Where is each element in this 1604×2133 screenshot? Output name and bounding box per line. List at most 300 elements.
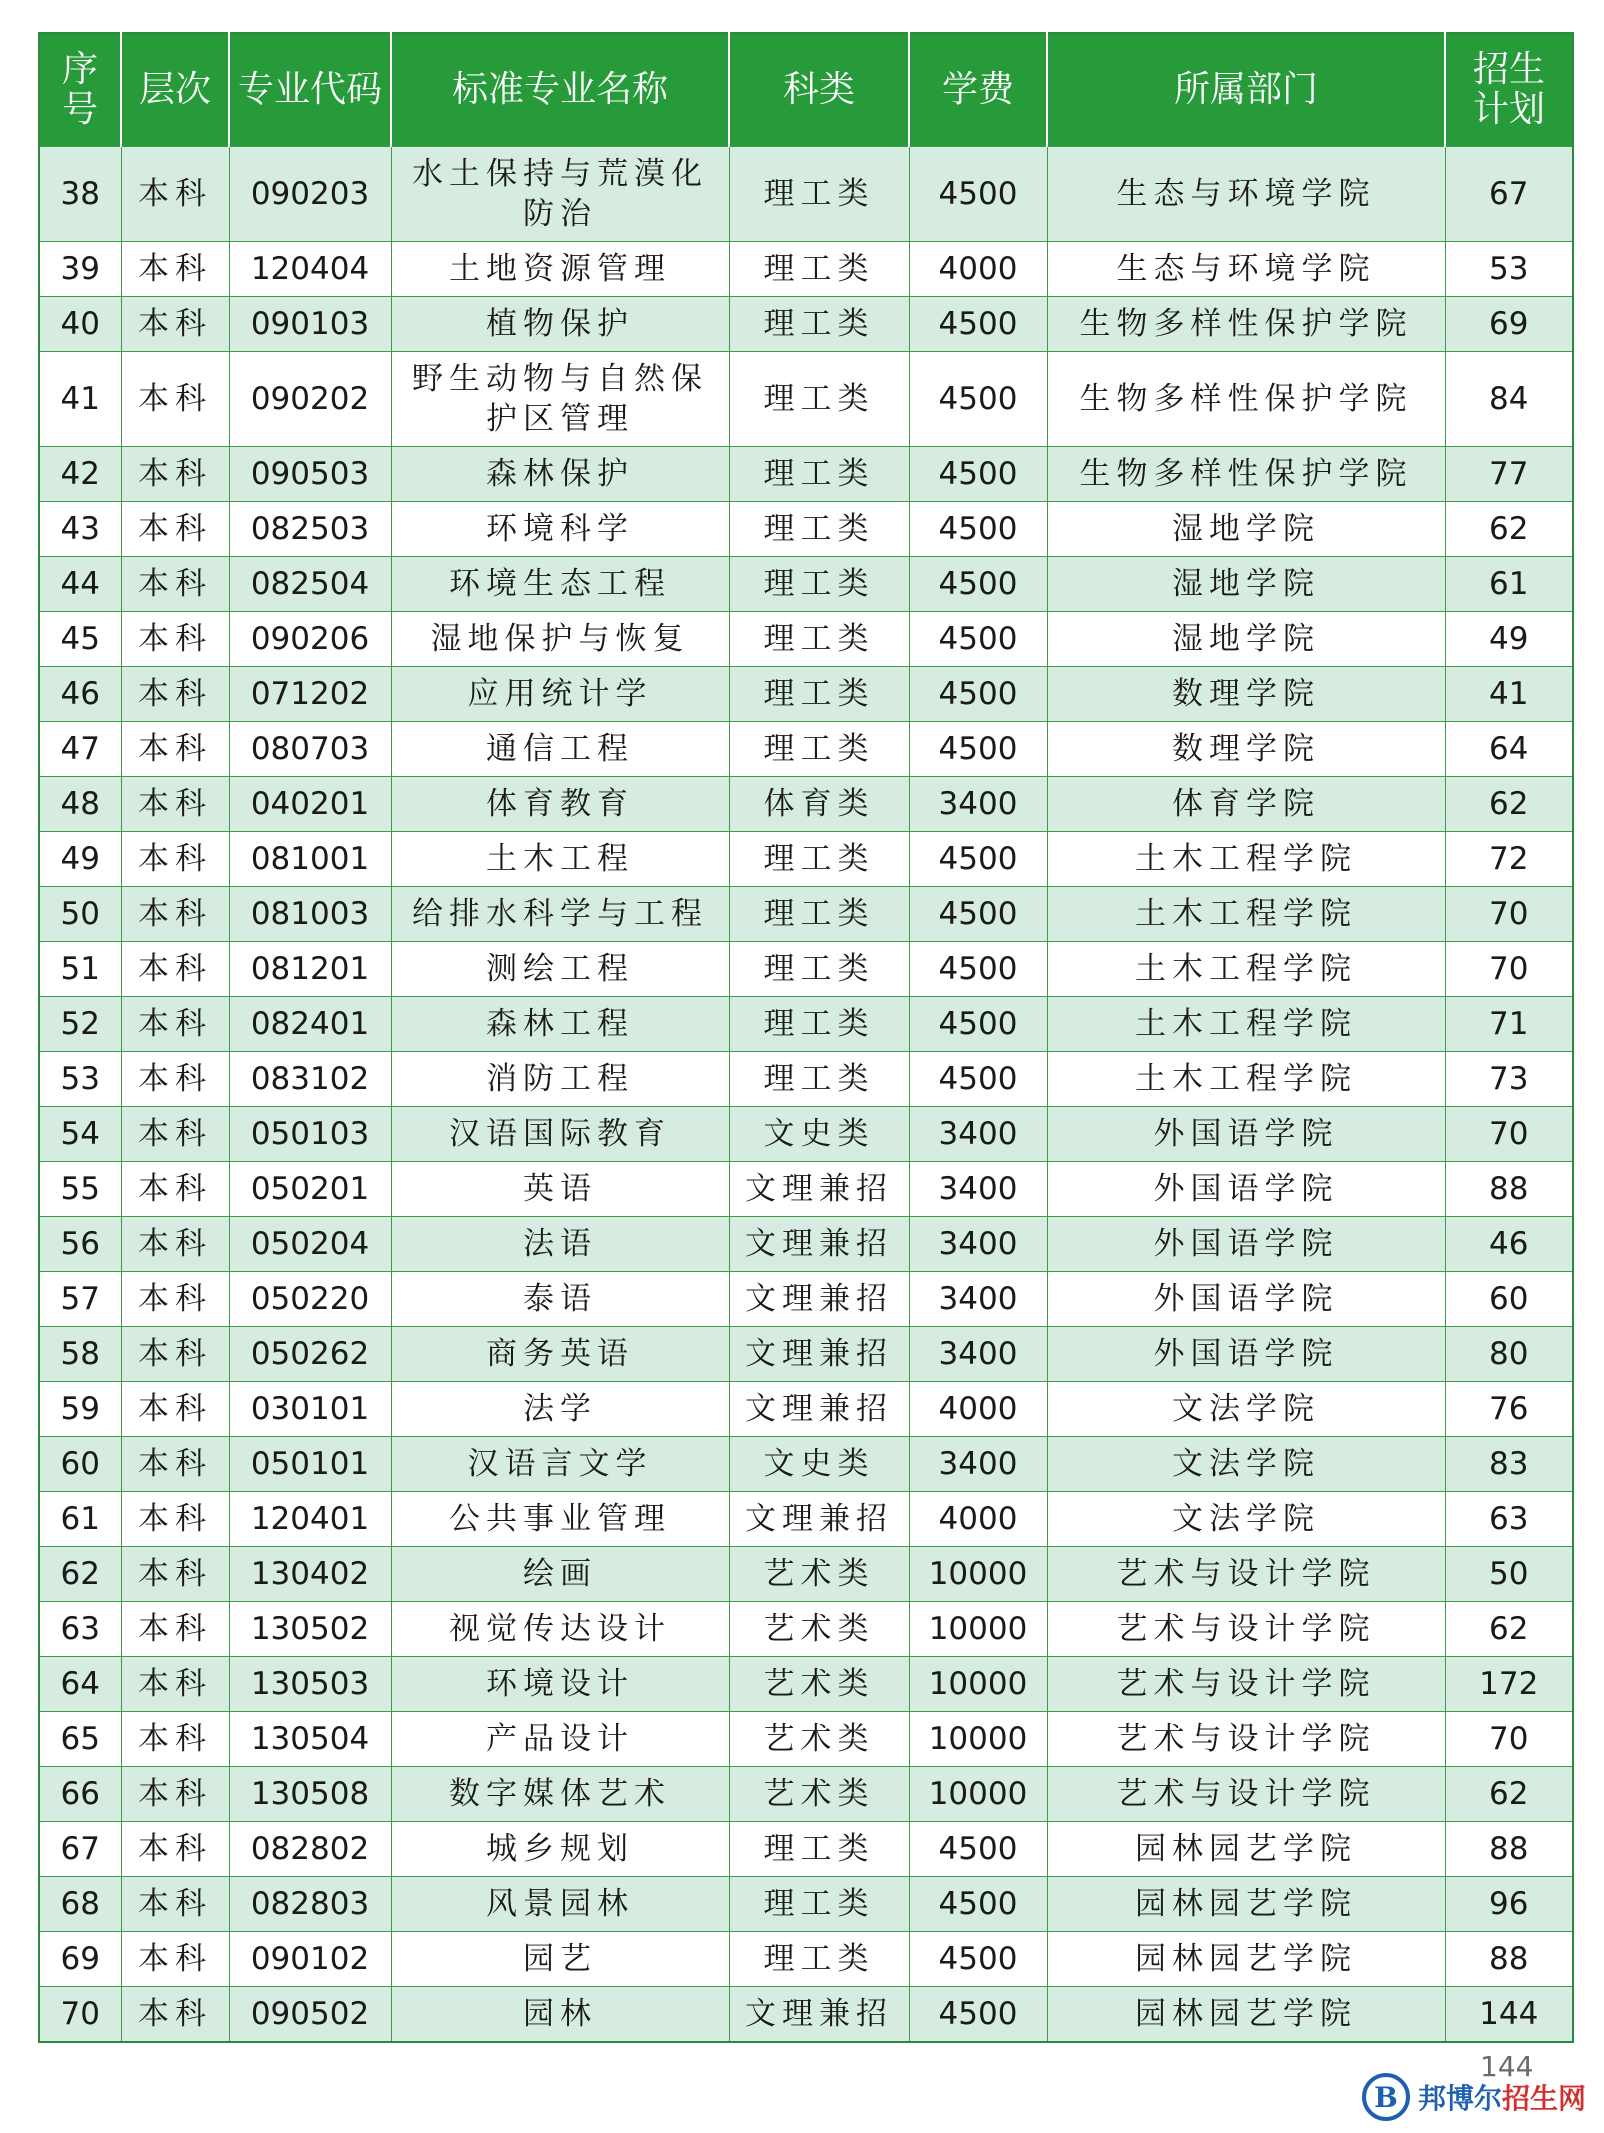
watermark-logo — [1362, 2069, 1586, 2125]
row-plan: 46 — [1445, 1217, 1573, 1272]
row-plan: 70 — [1445, 1107, 1573, 1162]
row-plan: 61 — [1445, 557, 1573, 612]
page-number: 144 — [1480, 2050, 1534, 2083]
row-level: 本科 — [121, 667, 229, 722]
row-name: 公共事业管理 — [391, 1492, 729, 1547]
row-name: 城乡规划 — [391, 1822, 729, 1877]
row-code: 082803 — [229, 1877, 391, 1932]
row-fee: 3400 — [909, 777, 1047, 832]
row-level: 本科 — [121, 242, 229, 297]
row-department: 外国语学院 — [1047, 1217, 1445, 1272]
row-category: 理工类 — [729, 147, 909, 242]
row-level: 本科 — [121, 502, 229, 557]
row-name: 应用统计学 — [391, 667, 729, 722]
row-category: 体育类 — [729, 777, 909, 832]
row-category: 理工类 — [729, 297, 909, 352]
row-plan: 60 — [1445, 1272, 1573, 1327]
row-category: 文理兼招 — [729, 1382, 909, 1437]
row-department: 土木工程学院 — [1047, 997, 1445, 1052]
row-no: 59 — [39, 1382, 121, 1437]
logo-text-b: 招生网 — [1501, 2082, 1586, 2115]
logo-b-icon: B — [1362, 2073, 1410, 2121]
row-fee: 4500 — [909, 557, 1047, 612]
table-row — [39, 777, 1573, 832]
row-no: 52 — [39, 997, 121, 1052]
row-plan: 67 — [1445, 147, 1573, 242]
row-plan: 84 — [1445, 352, 1573, 447]
row-category: 理工类 — [729, 1877, 909, 1932]
row-plan: 62 — [1445, 1767, 1573, 1822]
row-level: 本科 — [121, 1052, 229, 1107]
row-fee: 4500 — [909, 447, 1047, 502]
row-level: 本科 — [121, 1492, 229, 1547]
row-no: 40 — [39, 297, 121, 352]
enrollment-table — [38, 32, 1574, 2043]
row-no: 47 — [39, 722, 121, 777]
row-plan: 83 — [1445, 1437, 1573, 1492]
row-plan: 80 — [1445, 1327, 1573, 1382]
row-name: 园艺 — [391, 1932, 729, 1987]
row-name: 视觉传达设计 — [391, 1602, 729, 1657]
row-fee: 10000 — [909, 1602, 1047, 1657]
row-name: 测绘工程 — [391, 942, 729, 997]
row-plan: 71 — [1445, 997, 1573, 1052]
row-fee: 4500 — [909, 997, 1047, 1052]
row-fee: 4000 — [909, 242, 1047, 297]
row-category: 理工类 — [729, 997, 909, 1052]
row-category: 理工类 — [729, 942, 909, 997]
row-department: 生态与环境学院 — [1047, 147, 1445, 242]
row-category: 理工类 — [729, 447, 909, 502]
row-plan: 70 — [1445, 1712, 1573, 1767]
row-plan: 69 — [1445, 297, 1573, 352]
row-no: 63 — [39, 1602, 121, 1657]
row-department: 外国语学院 — [1047, 1162, 1445, 1217]
row-level: 本科 — [121, 1822, 229, 1877]
row-level: 本科 — [121, 1987, 229, 2043]
row-level: 本科 — [121, 997, 229, 1052]
row-level: 本科 — [121, 832, 229, 887]
table-row — [39, 147, 1573, 242]
row-department: 园林园艺学院 — [1047, 1877, 1445, 1932]
table-row — [39, 942, 1573, 997]
row-code: 050220 — [229, 1272, 391, 1327]
row-level: 本科 — [121, 557, 229, 612]
row-no: 68 — [39, 1877, 121, 1932]
row-fee: 3400 — [909, 1437, 1047, 1492]
table-row — [39, 1437, 1573, 1492]
row-name: 森林保护 — [391, 447, 729, 502]
row-level: 本科 — [121, 777, 229, 832]
table-row — [39, 722, 1573, 777]
row-plan: 62 — [1445, 777, 1573, 832]
table-row — [39, 612, 1573, 667]
row-name: 泰语 — [391, 1272, 729, 1327]
row-fee: 4500 — [909, 832, 1047, 887]
row-plan: 172 — [1445, 1657, 1573, 1712]
row-code: 090202 — [229, 352, 391, 447]
row-department: 湿地学院 — [1047, 557, 1445, 612]
row-category: 艺术类 — [729, 1602, 909, 1657]
row-name: 汉语言文学 — [391, 1437, 729, 1492]
row-code: 030101 — [229, 1382, 391, 1437]
row-code: 071202 — [229, 667, 391, 722]
row-code: 120404 — [229, 242, 391, 297]
row-department: 土木工程学院 — [1047, 832, 1445, 887]
table-row — [39, 502, 1573, 557]
row-no: 61 — [39, 1492, 121, 1547]
header-code: 专业代码 — [229, 33, 391, 147]
row-category: 文理兼招 — [729, 1987, 909, 2043]
row-no: 39 — [39, 242, 121, 297]
row-level: 本科 — [121, 887, 229, 942]
table-row — [39, 832, 1573, 887]
table-row — [39, 557, 1573, 612]
row-department: 体育学院 — [1047, 777, 1445, 832]
row-plan: 41 — [1445, 667, 1573, 722]
row-fee: 4500 — [909, 612, 1047, 667]
row-code: 082503 — [229, 502, 391, 557]
row-category: 艺术类 — [729, 1712, 909, 1767]
row-level: 本科 — [121, 147, 229, 242]
row-name: 通信工程 — [391, 722, 729, 777]
row-no: 62 — [39, 1547, 121, 1602]
row-plan: 77 — [1445, 447, 1573, 502]
row-name: 法语 — [391, 1217, 729, 1272]
row-code: 050101 — [229, 1437, 391, 1492]
table-row — [39, 1107, 1573, 1162]
row-no: 65 — [39, 1712, 121, 1767]
table-row — [39, 1382, 1573, 1437]
row-department: 湿地学院 — [1047, 502, 1445, 557]
row-department: 外国语学院 — [1047, 1327, 1445, 1382]
row-category: 文理兼招 — [729, 1162, 909, 1217]
row-code: 090102 — [229, 1932, 391, 1987]
row-name: 植物保护 — [391, 297, 729, 352]
row-category: 理工类 — [729, 722, 909, 777]
row-fee: 3400 — [909, 1272, 1047, 1327]
row-no: 58 — [39, 1327, 121, 1382]
table-row — [39, 1767, 1573, 1822]
row-level: 本科 — [121, 447, 229, 502]
table-row — [39, 297, 1573, 352]
header-fee: 学费 — [909, 33, 1047, 147]
row-category: 文理兼招 — [729, 1272, 909, 1327]
logo-text — [1418, 2077, 1586, 2117]
row-name: 商务英语 — [391, 1327, 729, 1382]
row-name: 产品设计 — [391, 1712, 729, 1767]
row-plan: 63 — [1445, 1492, 1573, 1547]
row-code: 090502 — [229, 1987, 391, 2043]
row-category: 艺术类 — [729, 1547, 909, 1602]
row-name: 土木工程 — [391, 832, 729, 887]
table-row — [39, 1162, 1573, 1217]
row-name: 土地资源管理 — [391, 242, 729, 297]
row-code: 130508 — [229, 1767, 391, 1822]
row-no: 70 — [39, 1987, 121, 2043]
row-plan: 73 — [1445, 1052, 1573, 1107]
row-name: 汉语国际教育 — [391, 1107, 729, 1162]
table-row — [39, 997, 1573, 1052]
table-row — [39, 1657, 1573, 1712]
row-no: 43 — [39, 502, 121, 557]
row-category: 理工类 — [729, 242, 909, 297]
row-code: 090103 — [229, 297, 391, 352]
row-level: 本科 — [121, 1547, 229, 1602]
row-category: 文理兼招 — [729, 1327, 909, 1382]
row-no: 46 — [39, 667, 121, 722]
row-level: 本科 — [121, 1932, 229, 1987]
row-code: 082401 — [229, 997, 391, 1052]
row-fee: 3400 — [909, 1217, 1047, 1272]
row-no: 69 — [39, 1932, 121, 1987]
row-code: 050201 — [229, 1162, 391, 1217]
table-row — [39, 447, 1573, 502]
row-level: 本科 — [121, 942, 229, 997]
row-no: 50 — [39, 887, 121, 942]
row-code: 082802 — [229, 1822, 391, 1877]
row-level: 本科 — [121, 1382, 229, 1437]
table-row — [39, 1052, 1573, 1107]
row-fee: 4500 — [909, 147, 1047, 242]
row-department: 园林园艺学院 — [1047, 1987, 1445, 2043]
row-plan: 53 — [1445, 242, 1573, 297]
row-category: 文史类 — [729, 1437, 909, 1492]
row-fee: 3400 — [909, 1107, 1047, 1162]
row-no: 54 — [39, 1107, 121, 1162]
row-code: 130504 — [229, 1712, 391, 1767]
row-plan: 62 — [1445, 1602, 1573, 1657]
row-department: 土木工程学院 — [1047, 942, 1445, 997]
row-plan: 88 — [1445, 1932, 1573, 1987]
row-code: 130502 — [229, 1602, 391, 1657]
row-fee: 3400 — [909, 1162, 1047, 1217]
row-code: 080703 — [229, 722, 391, 777]
row-name: 森林工程 — [391, 997, 729, 1052]
table-row — [39, 1272, 1573, 1327]
row-plan: 64 — [1445, 722, 1573, 777]
row-name: 风景园林 — [391, 1877, 729, 1932]
row-department: 湿地学院 — [1047, 612, 1445, 667]
row-plan: 88 — [1445, 1822, 1573, 1877]
row-category: 理工类 — [729, 502, 909, 557]
row-category: 理工类 — [729, 667, 909, 722]
header-name: 标准专业名称 — [391, 33, 729, 147]
row-fee: 4500 — [909, 887, 1047, 942]
row-plan: 144 — [1445, 1987, 1573, 2043]
table-row — [39, 1547, 1573, 1602]
row-department: 园林园艺学院 — [1047, 1822, 1445, 1877]
row-level: 本科 — [121, 1107, 229, 1162]
row-no: 67 — [39, 1822, 121, 1877]
row-level: 本科 — [121, 612, 229, 667]
row-department: 艺术与设计学院 — [1047, 1712, 1445, 1767]
row-no: 51 — [39, 942, 121, 997]
row-department: 文法学院 — [1047, 1382, 1445, 1437]
row-name: 法学 — [391, 1382, 729, 1437]
row-no: 44 — [39, 557, 121, 612]
row-fee: 4500 — [909, 1052, 1047, 1107]
row-name: 水土保持与荒漠化防治 — [391, 147, 729, 242]
row-level: 本科 — [121, 297, 229, 352]
row-department: 生态与环境学院 — [1047, 242, 1445, 297]
row-no: 56 — [39, 1217, 121, 1272]
row-level: 本科 — [121, 1877, 229, 1932]
row-plan: 88 — [1445, 1162, 1573, 1217]
row-category: 理工类 — [729, 887, 909, 942]
row-fee: 4500 — [909, 1932, 1047, 1987]
header-department: 所属部门 — [1047, 33, 1445, 147]
row-level: 本科 — [121, 352, 229, 447]
row-fee: 10000 — [909, 1712, 1047, 1767]
row-name: 体育教育 — [391, 777, 729, 832]
row-code: 050204 — [229, 1217, 391, 1272]
row-name: 野生动物与自然保护区管理 — [391, 352, 729, 447]
row-no: 42 — [39, 447, 121, 502]
row-name: 湿地保护与恢复 — [391, 612, 729, 667]
row-name: 英语 — [391, 1162, 729, 1217]
row-department: 文法学院 — [1047, 1492, 1445, 1547]
row-name: 绘画 — [391, 1547, 729, 1602]
row-department: 生物多样性保护学院 — [1047, 297, 1445, 352]
row-department: 生物多样性保护学院 — [1047, 352, 1445, 447]
row-category: 艺术类 — [729, 1767, 909, 1822]
enrollment-table-sheet — [38, 32, 1572, 2043]
row-department: 园林园艺学院 — [1047, 1932, 1445, 1987]
row-code: 040201 — [229, 777, 391, 832]
row-no: 48 — [39, 777, 121, 832]
row-category: 文史类 — [729, 1107, 909, 1162]
row-plan: 72 — [1445, 832, 1573, 887]
row-department: 外国语学院 — [1047, 1107, 1445, 1162]
row-department: 艺术与设计学院 — [1047, 1602, 1445, 1657]
row-department: 艺术与设计学院 — [1047, 1547, 1445, 1602]
row-no: 41 — [39, 352, 121, 447]
row-no: 49 — [39, 832, 121, 887]
header-level: 层次 — [121, 33, 229, 147]
row-department: 外国语学院 — [1047, 1272, 1445, 1327]
table-row — [39, 1327, 1573, 1382]
row-fee: 4500 — [909, 1877, 1047, 1932]
row-no: 57 — [39, 1272, 121, 1327]
row-level: 本科 — [121, 1437, 229, 1492]
row-fee: 4500 — [909, 352, 1047, 447]
row-category: 理工类 — [729, 1052, 909, 1107]
table-header-row — [39, 33, 1573, 147]
row-code: 081003 — [229, 887, 391, 942]
row-plan: 96 — [1445, 1877, 1573, 1932]
table-row — [39, 1712, 1573, 1767]
table-row — [39, 1877, 1573, 1932]
row-fee: 4500 — [909, 297, 1047, 352]
row-code: 130402 — [229, 1547, 391, 1602]
table-row — [39, 352, 1573, 447]
row-plan: 49 — [1445, 612, 1573, 667]
row-fee: 4500 — [909, 1822, 1047, 1877]
table-row — [39, 1987, 1573, 2043]
row-fee: 3400 — [909, 1327, 1047, 1382]
row-code: 090203 — [229, 147, 391, 242]
row-category: 理工类 — [729, 557, 909, 612]
row-name: 环境设计 — [391, 1657, 729, 1712]
row-no: 45 — [39, 612, 121, 667]
table-row — [39, 1492, 1573, 1547]
row-category: 理工类 — [729, 352, 909, 447]
row-code: 081201 — [229, 942, 391, 997]
row-category: 理工类 — [729, 1932, 909, 1987]
row-code: 050262 — [229, 1327, 391, 1382]
row-code: 050103 — [229, 1107, 391, 1162]
row-fee: 4500 — [909, 722, 1047, 777]
row-name: 园林 — [391, 1987, 729, 2043]
row-level: 本科 — [121, 1272, 229, 1327]
row-department: 生物多样性保护学院 — [1047, 447, 1445, 502]
row-plan: 50 — [1445, 1547, 1573, 1602]
row-department: 艺术与设计学院 — [1047, 1767, 1445, 1822]
row-fee: 4500 — [909, 502, 1047, 557]
row-fee: 4000 — [909, 1382, 1047, 1437]
row-level: 本科 — [121, 1767, 229, 1822]
row-department: 数理学院 — [1047, 667, 1445, 722]
row-fee: 10000 — [909, 1547, 1047, 1602]
row-fee: 4500 — [909, 667, 1047, 722]
row-department: 艺术与设计学院 — [1047, 1657, 1445, 1712]
row-code: 081001 — [229, 832, 391, 887]
row-code: 120401 — [229, 1492, 391, 1547]
row-level: 本科 — [121, 1162, 229, 1217]
row-name: 数字媒体艺术 — [391, 1767, 729, 1822]
row-level: 本科 — [121, 1217, 229, 1272]
table-row — [39, 1217, 1573, 1272]
row-plan: 76 — [1445, 1382, 1573, 1437]
row-fee: 4000 — [909, 1492, 1047, 1547]
row-code: 130503 — [229, 1657, 391, 1712]
row-category: 文理兼招 — [729, 1492, 909, 1547]
row-department: 数理学院 — [1047, 722, 1445, 777]
table-row — [39, 1932, 1573, 1987]
logo-text-a: 邦博尔 — [1417, 2082, 1502, 2115]
row-level: 本科 — [121, 1602, 229, 1657]
row-level: 本科 — [121, 1712, 229, 1767]
row-no: 60 — [39, 1437, 121, 1492]
table-row — [39, 887, 1573, 942]
row-category: 理工类 — [729, 612, 909, 667]
row-fee: 10000 — [909, 1657, 1047, 1712]
row-code: 090206 — [229, 612, 391, 667]
row-no: 66 — [39, 1767, 121, 1822]
row-name: 环境生态工程 — [391, 557, 729, 612]
row-level: 本科 — [121, 722, 229, 777]
row-department: 文法学院 — [1047, 1437, 1445, 1492]
row-no: 38 — [39, 147, 121, 242]
row-level: 本科 — [121, 1657, 229, 1712]
row-category: 理工类 — [729, 832, 909, 887]
row-code: 083102 — [229, 1052, 391, 1107]
row-plan: 70 — [1445, 887, 1573, 942]
row-name: 给排水科学与工程 — [391, 887, 729, 942]
header-plan: 招生计划 — [1445, 33, 1573, 147]
row-fee: 10000 — [909, 1767, 1047, 1822]
row-category: 文理兼招 — [729, 1217, 909, 1272]
row-fee: 4500 — [909, 942, 1047, 997]
row-category: 艺术类 — [729, 1657, 909, 1712]
row-code: 090503 — [229, 447, 391, 502]
row-name: 环境科学 — [391, 502, 729, 557]
row-no: 55 — [39, 1162, 121, 1217]
row-name: 消防工程 — [391, 1052, 729, 1107]
row-plan: 62 — [1445, 502, 1573, 557]
table-row — [39, 1822, 1573, 1877]
